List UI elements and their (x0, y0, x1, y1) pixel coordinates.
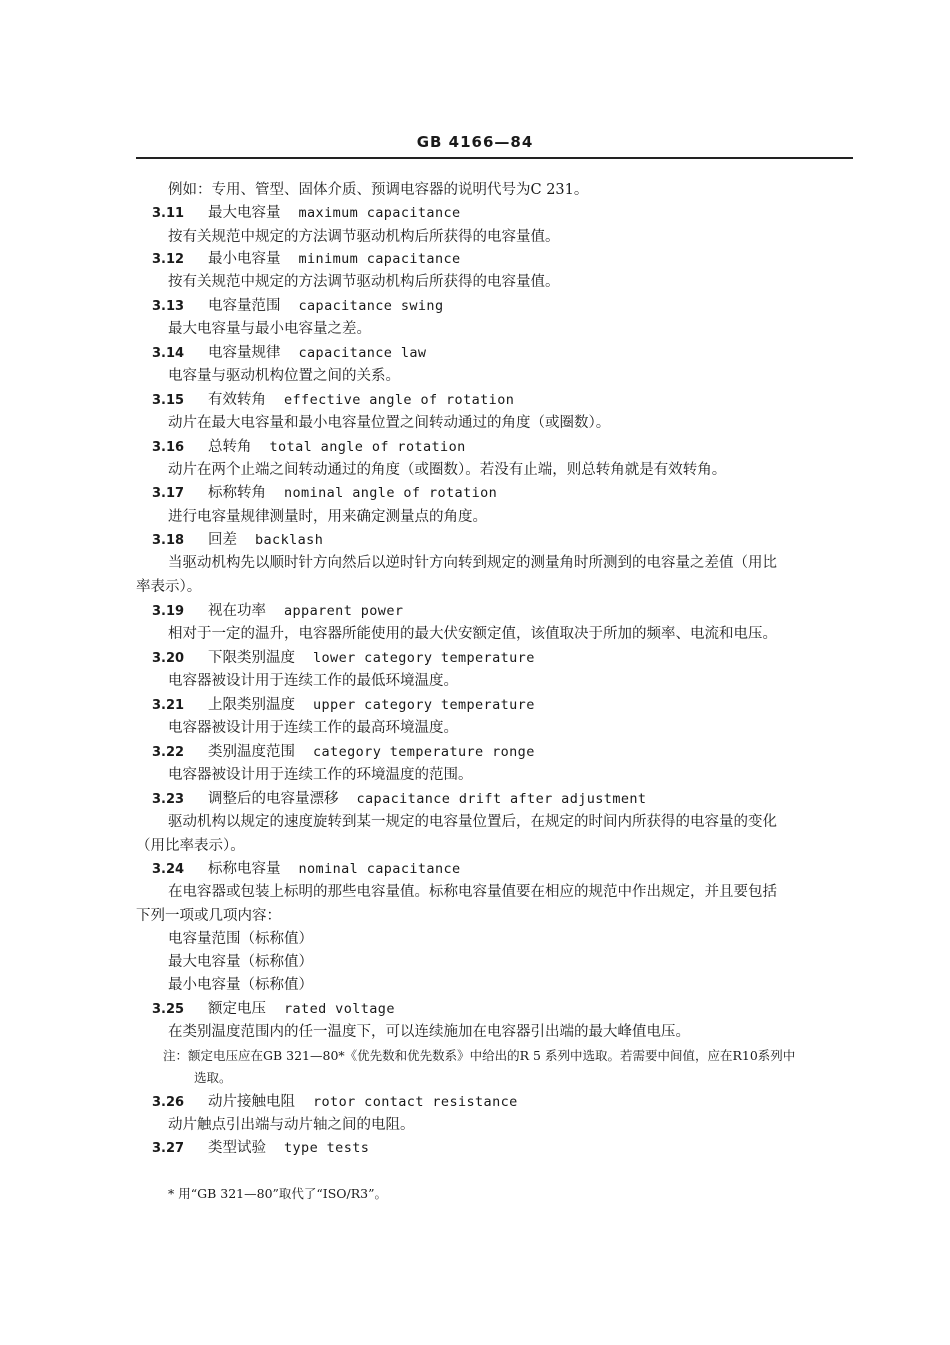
entry-term-en: capacitance law (298, 345, 427, 361)
entry-definition: 进行电容量规律测量时，用来确定测量点的角度。 (168, 509, 487, 525)
entry-definition: 最小电容量（标称值） (168, 977, 313, 993)
entry-definition: 在电容器或包装上标明的那些电容量值。标称电容量值要在相应的规范中作出规定，并且要包括 (168, 884, 777, 900)
entry-number: 3.19 (152, 604, 185, 619)
entry-number: 3.17 (152, 486, 185, 501)
intro-text: 例如：专用、管型、固体介质、预调电容器的说明代号为C 231。 (168, 182, 589, 198)
entry-heading (152, 999, 395, 1020)
entry-definition: 按有关规范中规定的方法调节驱动机构后所获得的电容量值。 (168, 274, 560, 290)
entry-definition: 电容器被设计用于连续工作的环境温度的范围。 (168, 767, 473, 783)
entry-term-zh: 最大电容量 (208, 205, 281, 221)
entry-number: 3.12 (152, 252, 185, 267)
entry-term-zh: 标称转角 (208, 485, 266, 501)
entry-definition: 动片触点引出端与动片轴之间的电阻。 (168, 1117, 415, 1133)
entry-heading (152, 249, 461, 270)
entry-definition: 动片在两个止端之间转动通过的角度（或圈数）。若没有止端，则总转角就是有效转角。 (168, 462, 727, 478)
entry-number: 3.22 (152, 745, 185, 760)
entry-heading (152, 742, 535, 763)
entry-definition: 最大电容量与最小电容量之差。 (168, 321, 371, 337)
entry-term-en: category temperature ronge (313, 744, 535, 760)
entry-term-en: nominal angle of rotation (284, 485, 498, 501)
entry-heading (152, 390, 514, 411)
entry-term-zh: 最小电容量 (208, 251, 281, 267)
entry-term-en: type tests (284, 1140, 370, 1156)
document-header: GB 4166—84 (416, 133, 534, 151)
note-text-continued: 选取。 (194, 1070, 232, 1085)
entry-number: 3.25 (152, 1002, 185, 1017)
entry-number: 3.16 (152, 440, 185, 455)
entry-definition: 在类别温度范围内的任一温度下，可以连续施加在电容器引出端的最大峰值电压。 (168, 1024, 690, 1040)
entry-heading (152, 437, 466, 458)
entry-term-zh: 下限类别温度 (208, 650, 295, 666)
entry-heading (152, 789, 646, 810)
entry-term-zh: 电容量范围 (208, 298, 281, 314)
entry-term-zh: 调整后的电容量漂移 (208, 791, 339, 807)
entry-term-en: capacitance swing (298, 298, 444, 314)
entry-term-en: rated voltage (284, 1001, 395, 1017)
entry-number: 3.20 (152, 651, 185, 666)
entry-number: 3.15 (152, 393, 185, 408)
entry-term-zh: 类别温度范围 (208, 744, 295, 760)
entry-term-en: effective angle of rotation (284, 392, 515, 408)
entry-heading (152, 648, 535, 669)
entry-term-en: total angle of rotation (269, 439, 466, 455)
entry-heading (152, 343, 426, 364)
entry-number: 3.26 (152, 1095, 185, 1110)
entry-term-zh: 有效转角 (208, 392, 266, 408)
entry-definition: 动片在最大电容量和最小电容量位置之间转动通过的角度（或圈数）。 (168, 415, 611, 431)
entry-definition: 下列一项或几项内容： (136, 908, 281, 924)
entry-term-en: minimum capacitance (298, 251, 461, 267)
entry-term-zh: 额定电压 (208, 1001, 266, 1017)
entry-heading (152, 695, 535, 716)
entry-term-zh: 动片接触电阻 (208, 1094, 295, 1110)
entry-term-en: capacitance drift after adjustment (356, 791, 647, 807)
entry-definition: 电容量范围（标称值） (168, 931, 313, 947)
entry-number: 3.11 (152, 206, 185, 221)
entry-number: 3.13 (152, 299, 185, 314)
entry-number: 3.23 (152, 792, 185, 807)
entry-definition: 驱动机构以规定的速度旋转到某一规定的电容量位置后，在规定的时间内所获得的电容量的变化 (168, 814, 777, 830)
entry-number: 3.14 (152, 346, 185, 361)
entry-heading (152, 1138, 369, 1159)
entry-term-en: nominal capacitance (298, 861, 461, 877)
entry-definition: 率表示）。 (136, 579, 202, 595)
entry-term-zh: 标称电容量 (208, 861, 281, 877)
entry-term-zh: 电容量规律 (208, 345, 281, 361)
entry-term-en: lower category temperature (313, 650, 535, 666)
entry-number: 3.27 (152, 1141, 185, 1156)
entry-term-en: upper category temperature (313, 697, 535, 713)
entry-term-zh: 总转角 (208, 439, 252, 455)
entry-heading (152, 1092, 518, 1113)
entry-number: 3.24 (152, 862, 185, 877)
header-rule (136, 157, 853, 159)
footnote: * 用“GB 321—80”取代了“ISO/R3”。 (168, 1186, 388, 1201)
entry-heading (152, 601, 403, 622)
entry-definition: 电容器被设计用于连续工作的最低环境温度。 (168, 673, 458, 689)
entry-heading (152, 296, 443, 317)
entry-heading (152, 530, 323, 551)
entry-term-en: rotor contact resistance (313, 1094, 518, 1110)
entry-term-zh: 视在功率 (208, 603, 266, 619)
entry-number: 3.18 (152, 533, 185, 548)
entry-definition: 当驱动机构先以顺时针方向然后以逆时针方向转到规定的测量角时所测到的电容量之差值（用比 (168, 555, 777, 571)
entry-term-en: backlash (255, 532, 324, 548)
entry-definition: 相对于一定的温升，电容器所能使用的最大伏安额定值，该值取决于所加的频率、电流和电压。 (168, 626, 777, 642)
entry-heading (152, 483, 497, 504)
entry-heading (152, 859, 461, 880)
entry-term-zh: 上限类别温度 (208, 697, 295, 713)
note-text: 注：额定电压应在GB 321—80*《优先数和优先数系》中给出的R 5 系列中选取。若需要中间值，应在R10系列中 (163, 1048, 796, 1063)
entry-term-en: apparent power (284, 603, 404, 619)
entry-term-zh: 回差 (208, 532, 237, 548)
entry-definition: （用比率表示）。 (136, 838, 245, 854)
entry-heading (152, 203, 461, 224)
entry-definition: 按有关规范中规定的方法调节驱动机构后所获得的电容量值。 (168, 229, 560, 245)
entry-definition: 电容量与驱动机构位置之间的关系。 (168, 368, 400, 384)
entry-definition: 最大电容量（标称值） (168, 954, 313, 970)
entry-definition: 电容器被设计用于连续工作的最高环境温度。 (168, 720, 458, 736)
entry-term-en: maximum capacitance (298, 205, 461, 221)
entry-term-zh: 类型试验 (208, 1140, 266, 1156)
entry-number: 3.21 (152, 698, 185, 713)
